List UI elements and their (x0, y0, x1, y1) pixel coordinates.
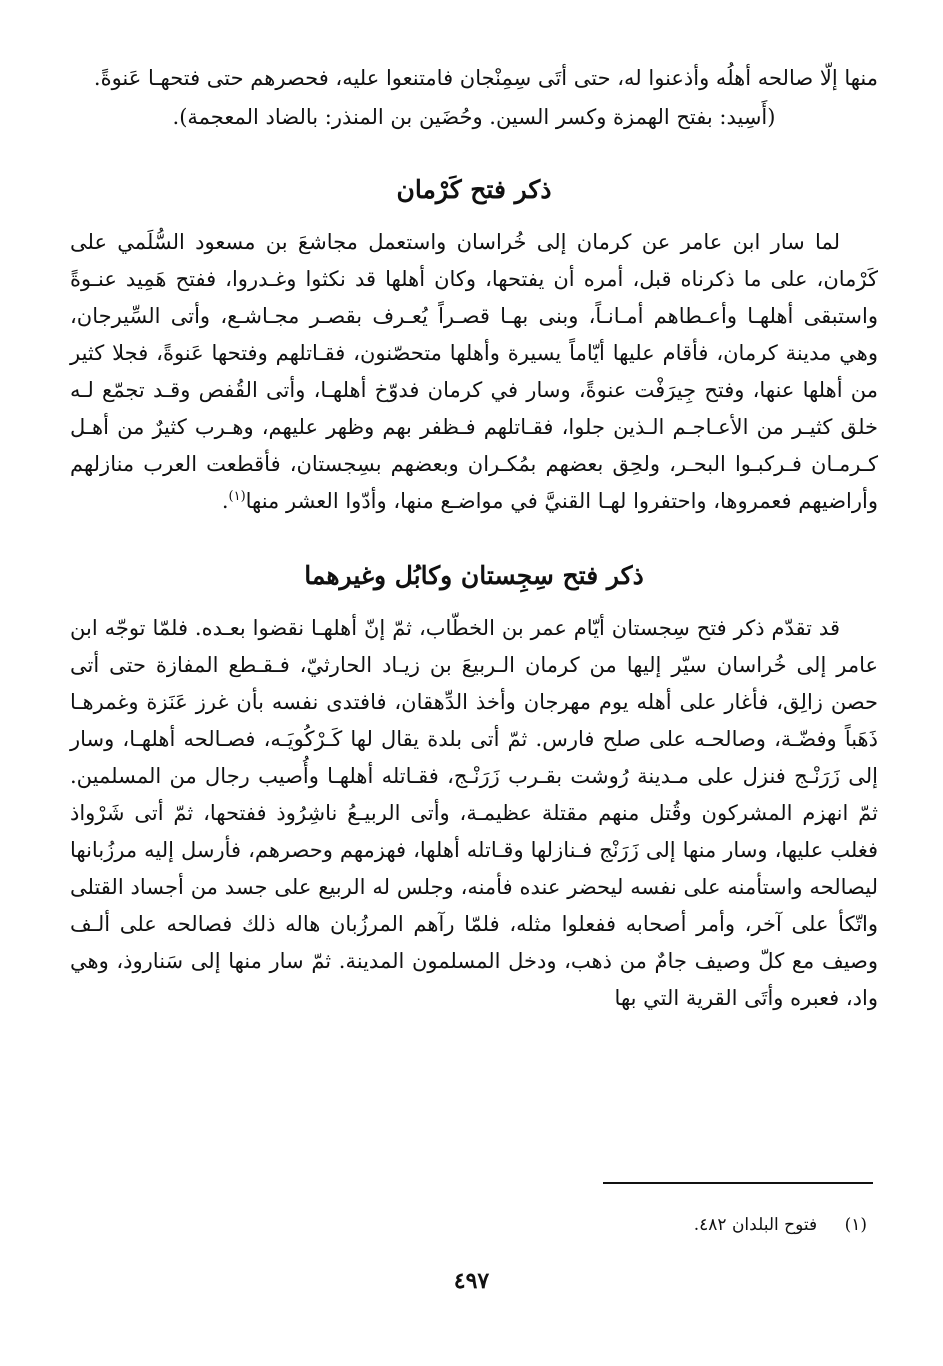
paragraph-kerman (70, 224, 878, 520)
paragraph-kerman-tail: . (221, 489, 229, 513)
page-number: ٤٩٧ (453, 1268, 490, 1294)
vocalization-note: (أَسِيد: بفتح الهمزة وكسر السين. وحُضَين بن المنذر: بالضاد المعجمة). (172, 105, 776, 129)
footnote-text: فتوح البلدان ٤٨٢. (693, 1215, 818, 1235)
paragraph-kerman-text: لما سار ابن عامر عن كرمان إلى خُراسان واستعمل مجاشعَ بن مسعود السُّلَمي على كَرْمان، على ما ذكرناه قبل، أمره أن يفتحها، وكان أهلها قد نكثوا وغـدروا، ففتح هَمِيد عنـوةً واستبقى أهلهـا وأعـطاهم أمـانـاً، وبنى بهـا قصـراً يُعـرف بقصـر مجـاشـع، وأتى السِّيرجان، وهي مدينة كرمان، فأقام عليها أيّاماً يسيرة وأهلها متحصّنون، فقـاتلهم وفتحها عَنوةً، فجلا كثير من أهلها عنها، وفتح جِيرَفْت عنوةً، وسار في كرمان فدوّخ أهلهـا، وأتى القُفص وقـد تجمّع لـه خلق كثيـر من الأعـاجـم الـذين جلوا، فقـاتلهم فـظفر بهم وظهر عليهم، وهـرب كثيرٌ من أهـل كـرمـان فـركبـوا البحـر، ولحِق بعضهم بمُكـران وبعضهم بسِجستان، فأقطعت العرب منازلهم وأراضيهم فعمروها، واحتفروا لهـا القنيَّ في مواضـع منها، وأدّوا العشر منها (70, 230, 878, 513)
section-heading-kerman: ذكر فتح كَرْمان (396, 175, 552, 204)
footnote (267, 1212, 867, 1238)
paragraph-sijistan: قد تقدّم ذكر فتح سِجستان أيّام عمر بن الخطّاب، ثمّ إنّ أهلهـا نقضوا بعـده. فلمّا توجّه ابن عامر إلى خُراسان سيّر إليها من كرمان الـربيعَ بن زيـاد الحارثيّ، فـقـطع المفازة حتى أتى حصن زالِق، فأغار على أهله يوم مهرجان وأخذ الدِّهقان، فافتدى نفسه بأن غرز عَنَزة وغمرهـا ذَهَباً وفضّـة، وصالحـه على صلح فارس. ثمّ أتى بلدة يقال لها كَـرْكُويَـه، فصـالحه أهلهـا، وسار إلى زَرَنْـج فنزل على مـدينة رُوشت بقـرب زَرَنْـج، فقـاتله أهلهـا وأُصيب رجال من المسلمين. ثمّ انهزم المشركون وقُتل منهم مقتلة عظيمـة، وأتى الربيـعُ ناشِرُوذ ففتحها، ثمّ أتى شَرْواذ فغلب عليها، وسار منها إلى زَرَنْج فـنازلها وقـاتله أهلها، فهزمهم وحصرهم، فأرسل إليه مرزُبانها ليصالحه واستأمنه على نفسه ليحضر عنده فأمنه، وجلس له الربيع على جسد من أجساد القتلى واتّكأ على آخر، وأمر أصحابه ففعلوا مثله، فلمّا رآهم المرزُبان هاله ذلك فصالحه على ألـف وصيف مع كلّ وصيف جامٌ من ذهب، ودخل المسلمون المدينة. ثمّ سار منها إلى سَناروذ، وهي واد، فعبره وأتَى القرية التي بها (70, 616, 879, 1010)
footnote-reference[interactable]: (١) (228, 489, 246, 504)
section-heading-sijistan: ذكر فتح سِجِستان وكابُل وغيرهما (304, 561, 644, 590)
footnote-number: (١) (844, 1215, 867, 1235)
page-body (70, 60, 878, 1017)
footnote-divider (603, 1182, 873, 1184)
opening-paragraph: منها إلّا صالحه أهلُه وأذعنوا له، حتى أتَى سِمِنْجان فامتنعوا عليه، فحصرهم حتى فتحهـا عَنوةً. (93, 66, 878, 90)
